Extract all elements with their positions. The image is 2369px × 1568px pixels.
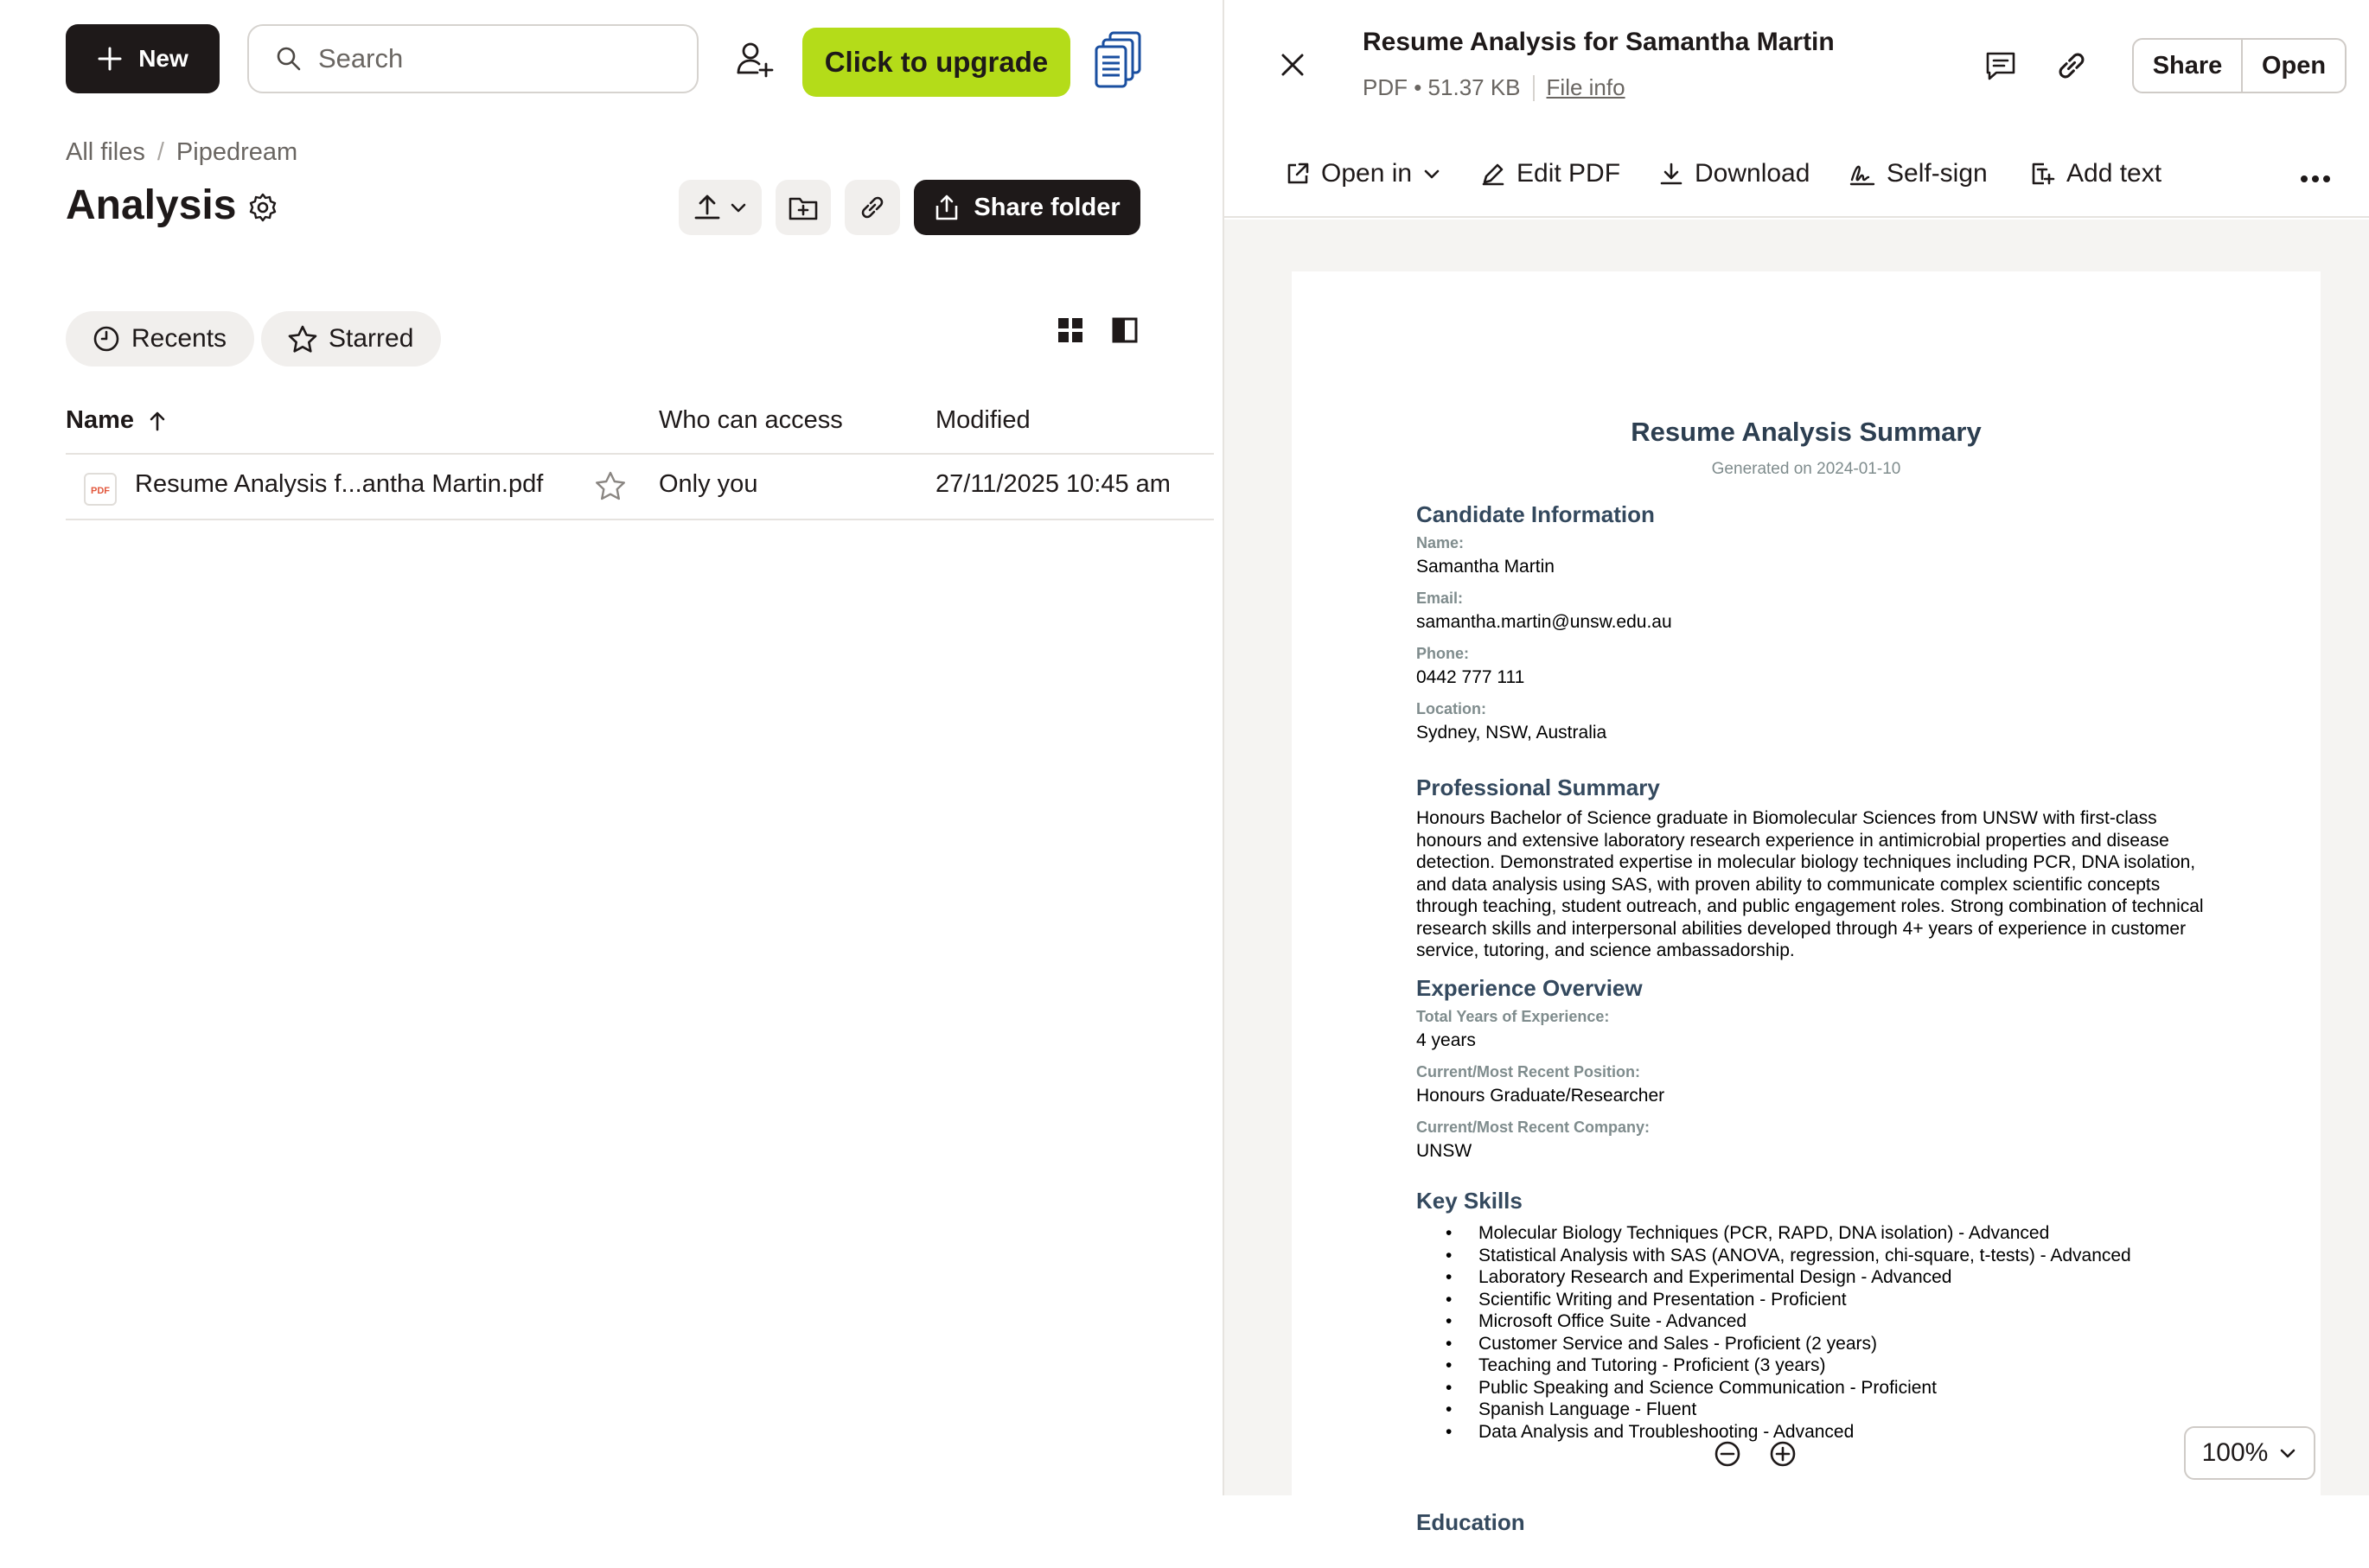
pdf-preview-canvas[interactable] bbox=[1224, 220, 2369, 1535]
pdf-skill-item: • Laboratory Research and Experimental Design - Advanced bbox=[1416, 1266, 2246, 1289]
pdf-value-company: UNSW bbox=[1416, 1141, 1472, 1161]
column-name-label: Name bbox=[66, 406, 134, 434]
add-text-icon bbox=[2030, 161, 2056, 187]
pdf-section-education: Education bbox=[1416, 1509, 1525, 1535]
pdf-summary-text: Honours Bachelor of Science graduate in Biomolecular Sciences from UNSW with first-class honours and extensive laboratory research experience in antimicrobial properties and disease detection. Demonstrated expertise in molecular biology techniques including PCR, DNA isolation, and data analysis using SAS, with proven ability to communicate complex scientific concepts through teaching, student outreach, and public engagement roles. Strong combination of technical research skills and interpersonal abilities developed through 4+ years of experience in customer service, tutoring, and science ambassadorship. bbox=[1416, 808, 2204, 960]
new-button[interactable] bbox=[66, 24, 220, 93]
share-open-group bbox=[2132, 38, 2347, 93]
link-icon bbox=[858, 193, 887, 222]
open-in-label: Open in bbox=[1321, 159, 1413, 188]
pdf-skill-item: • Scientific Writing and Presentation - Proficient bbox=[1416, 1289, 2246, 1311]
comment-icon[interactable] bbox=[1983, 48, 2018, 83]
star-icon bbox=[287, 324, 318, 354]
pen-icon bbox=[1480, 161, 1506, 187]
recents-label: Recents bbox=[131, 324, 227, 353]
self-sign-label: Self-sign bbox=[1887, 159, 1988, 188]
zoom-level-select[interactable] bbox=[2184, 1426, 2315, 1480]
edit-pdf-button[interactable] bbox=[1480, 159, 1620, 188]
share-folder-button[interactable] bbox=[914, 180, 1140, 235]
copy-link-button[interactable] bbox=[845, 180, 900, 235]
pdf-title: Resume Analysis Summary bbox=[1631, 417, 1982, 447]
pdf-value-position: Honours Graduate/Researcher bbox=[1416, 1086, 1665, 1106]
pdf-section-experience: Experience Overview bbox=[1416, 975, 1643, 1001]
invite-user-icon[interactable] bbox=[733, 38, 776, 81]
share-button[interactable]: Share bbox=[2134, 40, 2243, 92]
preview-title: Resume Analysis for Samantha Martin bbox=[1363, 28, 1835, 56]
share-folder-label: Share folder bbox=[974, 193, 1121, 221]
file-table bbox=[66, 394, 1214, 520]
upgrade-button[interactable]: Click to upgrade bbox=[802, 28, 1070, 97]
zoom-out-icon[interactable] bbox=[1712, 1438, 1743, 1469]
preview-meta bbox=[1363, 74, 1625, 101]
more-horizontal-icon[interactable] bbox=[2300, 175, 2331, 183]
pdf-skills-list bbox=[1416, 1222, 2246, 1443]
pdf-label-company: Current/Most Recent Company: bbox=[1416, 1119, 1651, 1136]
external-open-icon bbox=[1285, 161, 1311, 187]
new-button-label: New bbox=[138, 45, 188, 72]
pdf-skill-item: • Microsoft Office Suite - Advanced bbox=[1416, 1310, 2246, 1333]
pdf-value-phone: 0442 777 111 bbox=[1416, 667, 1525, 687]
pdf-skill-item: • Statistical Analysis with SAS (ANOVA, regression, chi-square, t-tests) - Advanced bbox=[1416, 1245, 2246, 1267]
star-icon[interactable] bbox=[594, 470, 627, 501]
pdf-skill-item: • Customer Service and Sales - Proficient (2 years) bbox=[1416, 1333, 2246, 1355]
sort-arrow-up-icon bbox=[148, 410, 167, 432]
pdf-label-location: Location: bbox=[1416, 700, 1486, 717]
chevron-down-icon bbox=[1422, 164, 1441, 183]
page-title: Analysis bbox=[66, 182, 237, 228]
pdf-skill-item: • Data Analysis and Troubleshooting - Advanced bbox=[1416, 1421, 2246, 1444]
close-icon[interactable] bbox=[1278, 50, 1307, 80]
search-icon bbox=[275, 45, 303, 73]
grid-view-icon[interactable] bbox=[1057, 316, 1084, 344]
file-preview-pane bbox=[1224, 0, 2369, 1535]
file-browser-pane bbox=[0, 0, 1223, 1495]
add-text-label: Add text bbox=[2066, 159, 2162, 188]
file-type-size: PDF • 51.37 KB bbox=[1363, 74, 1521, 100]
upload-icon bbox=[693, 193, 722, 222]
pdf-file-icon-text: PDF bbox=[91, 486, 110, 496]
pdf-value-name: Samantha Martin bbox=[1416, 557, 1555, 577]
upload-menu-button[interactable] bbox=[679, 180, 762, 235]
recents-filter-chip[interactable] bbox=[66, 311, 254, 367]
edit-pdf-label: Edit PDF bbox=[1517, 159, 1621, 188]
pdf-skill-item: • Molecular Biology Techniques (PCR, RAPD, DNA isolation) - Advanced bbox=[1416, 1222, 2246, 1245]
breadcrumb-pipedream[interactable]: Pipedream bbox=[176, 138, 298, 166]
pdf-section-skills: Key Skills bbox=[1416, 1188, 1523, 1214]
settings-gear-icon[interactable] bbox=[247, 192, 278, 223]
pdf-skill-item: • Spanish Language - Fluent bbox=[1416, 1399, 2246, 1421]
file-modified: 27/11/2025 10:45 am bbox=[935, 470, 1171, 498]
breadcrumb-all-files[interactable]: All files bbox=[66, 138, 145, 166]
new-folder-icon bbox=[788, 194, 819, 221]
pdf-value-email: samantha.martin@unsw.edu.au bbox=[1416, 612, 1672, 632]
chevron-down-icon bbox=[729, 198, 748, 217]
pdf-value-location: Sydney, NSW, Australia bbox=[1416, 723, 1607, 743]
pdf-section-candidate: Candidate Information bbox=[1416, 501, 1655, 527]
plus-icon bbox=[97, 46, 123, 72]
table-row[interactable] bbox=[66, 455, 1214, 520]
column-header-access[interactable]: Who can access bbox=[659, 406, 843, 434]
pdf-label-email: Email: bbox=[1416, 590, 1464, 607]
starred-label: Starred bbox=[329, 324, 414, 353]
table-header bbox=[66, 394, 1214, 455]
search-field[interactable] bbox=[247, 24, 699, 93]
share-icon bbox=[934, 194, 960, 221]
pdf-page bbox=[1292, 271, 2321, 1568]
meta-separator bbox=[1533, 75, 1535, 101]
link-icon[interactable] bbox=[2054, 48, 2089, 83]
pdf-generated-date: Generated on 2024-01-10 bbox=[1711, 460, 1901, 478]
file-access: Only you bbox=[659, 470, 758, 498]
file-name[interactable]: Resume Analysis f...antha Martin.pdf bbox=[135, 470, 544, 498]
starred-filter-chip[interactable] bbox=[261, 311, 441, 367]
pdf-label-years: Total Years of Experience: bbox=[1416, 1008, 1610, 1025]
pdf-label-name: Name: bbox=[1416, 534, 1465, 551]
chevron-down-icon bbox=[2278, 1444, 2297, 1463]
docs-app-icon[interactable] bbox=[1093, 29, 1145, 90]
signature-icon bbox=[1849, 161, 1876, 187]
preview-toolbar bbox=[1224, 147, 2369, 207]
zoom-in-icon[interactable] bbox=[1767, 1438, 1798, 1469]
clock-icon bbox=[92, 324, 121, 354]
pdf-skill-item: • Teaching and Tutoring - Proficient (3 years) bbox=[1416, 1354, 2246, 1377]
search-input[interactable] bbox=[318, 43, 664, 74]
open-button[interactable]: Open bbox=[2261, 51, 2327, 80]
download-button[interactable] bbox=[1658, 159, 1810, 188]
pdf-value-years: 4 years bbox=[1416, 1030, 1476, 1050]
column-header-name[interactable] bbox=[66, 406, 167, 435]
new-folder-button[interactable] bbox=[776, 180, 831, 235]
self-sign-button[interactable] bbox=[1849, 159, 1988, 188]
pdf-label-phone: Phone: bbox=[1416, 645, 1469, 662]
open-in-button[interactable] bbox=[1285, 159, 1441, 188]
add-text-button[interactable] bbox=[2030, 159, 2161, 188]
breadcrumb-separator: / bbox=[156, 138, 164, 166]
pdf-label-position: Current/Most Recent Position: bbox=[1416, 1063, 1641, 1080]
pdf-section-summary: Professional Summary bbox=[1416, 774, 1660, 800]
zoom-level-value: 100% bbox=[2201, 1438, 2269, 1467]
column-header-modified[interactable]: Modified bbox=[935, 406, 1031, 434]
side-panel-icon[interactable] bbox=[1111, 316, 1139, 344]
file-info-link[interactable]: File info bbox=[1546, 74, 1625, 100]
pdf-file-icon bbox=[83, 472, 118, 507]
download-icon bbox=[1658, 161, 1684, 187]
download-label: Download bbox=[1695, 159, 1810, 188]
breadcrumb bbox=[66, 138, 297, 167]
preview-header bbox=[1224, 0, 2369, 218]
pdf-skill-item: • Public Speaking and Science Communication - Proficient bbox=[1416, 1377, 2246, 1399]
